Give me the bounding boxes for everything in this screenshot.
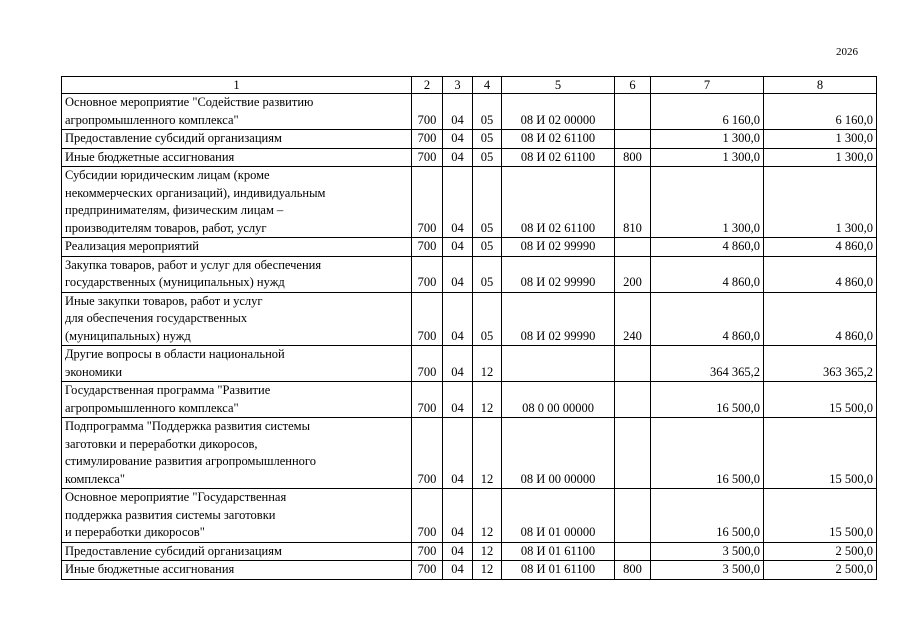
row-name-line: и переработки дикоросов"	[65, 525, 205, 539]
expense-type-cell	[615, 130, 651, 149]
amount-col-7-cell: 3 500,0	[651, 542, 764, 561]
row-name-line: производителям товаров, работ, услуг	[65, 220, 267, 235]
col-3-cell: 04	[443, 238, 473, 257]
expense-type-cell	[615, 489, 651, 543]
target-article-cell: 08 И 02 61100	[502, 167, 615, 238]
page-number: 2026	[836, 46, 858, 58]
expense-type-cell: 200	[615, 256, 651, 292]
col-4-cell: 05	[473, 238, 502, 257]
header-cell: 7	[651, 77, 764, 94]
header-row	[62, 77, 877, 94]
expense-type-cell	[615, 346, 651, 382]
table-row	[62, 256, 877, 292]
col-3-cell: 04	[443, 489, 473, 543]
row-name-line: Основное мероприятие "Содействие развитию	[65, 95, 314, 109]
expense-type-cell: 810	[615, 167, 651, 238]
row-name-cell	[62, 238, 412, 257]
col-4-cell: 05	[473, 292, 502, 346]
table-row	[62, 94, 877, 130]
row-name-line: Иные закупки товаров, работ и услуг	[65, 293, 263, 308]
col-3-cell: 04	[443, 256, 473, 292]
amount-col-8-cell: 4 860,0	[764, 238, 877, 257]
row-name-cell	[62, 148, 412, 167]
target-article-cell	[502, 346, 615, 382]
row-name-line: Реализация мероприятий	[65, 239, 199, 253]
row-name-cell	[62, 292, 412, 346]
col-3-cell: 04	[443, 148, 473, 167]
col-2-cell: 700	[412, 418, 443, 489]
amount-col-8-cell: 2 500,0	[764, 561, 877, 580]
target-article-cell: 08 И 01 61100	[502, 542, 615, 561]
target-article-cell: 08 И 00 00000	[502, 418, 615, 489]
row-name-line: Государственная программа "Развитие	[65, 383, 271, 397]
target-article-cell: 08 И 01 00000	[502, 489, 615, 543]
table-row	[62, 148, 877, 167]
amount-col-8-cell: 6 160,0	[764, 94, 877, 130]
amount-col-8-cell: 15 500,0	[764, 489, 877, 543]
target-article-cell: 08 И 02 00000	[502, 94, 615, 130]
table-row	[62, 346, 877, 382]
row-name-line: Подпрограмма "Поддержка развития системы	[65, 419, 310, 433]
col-3-cell: 04	[443, 542, 473, 561]
amount-col-7-cell: 1 300,0	[651, 167, 764, 238]
col-4-cell: 12	[473, 489, 502, 543]
expense-type-cell	[615, 418, 651, 489]
col-3-cell: 04	[443, 130, 473, 149]
col-3-cell: 04	[443, 167, 473, 238]
col-4-cell: 12	[473, 561, 502, 580]
target-article-cell: 08 И 02 61100	[502, 148, 615, 167]
amount-col-8-cell: 1 300,0	[764, 148, 877, 167]
row-name-line: комплекса"	[65, 471, 125, 486]
table-row	[62, 292, 877, 346]
row-name-line: Закупка товаров, работ и услуг для обеспечения	[65, 257, 322, 272]
amount-col-7-cell: 4 860,0	[651, 256, 764, 292]
header-cell: 8	[764, 77, 877, 94]
row-name-line: агропромышленного комплекса"	[65, 112, 239, 127]
col-2-cell: 700	[412, 167, 443, 238]
amount-col-7-cell: 16 500,0	[651, 489, 764, 543]
table-row	[62, 167, 877, 238]
col-4-cell: 05	[473, 94, 502, 130]
table-row	[62, 542, 877, 561]
col-4-cell: 12	[473, 542, 502, 561]
row-name-line: Основное мероприятие "Государственная	[65, 490, 287, 504]
col-4-cell: 05	[473, 256, 502, 292]
row-name-line: Иные бюджетные ассигнования	[65, 562, 235, 576]
row-name-line: Предоставление субсидий организациям	[65, 131, 282, 145]
col-2-cell: 700	[412, 130, 443, 149]
amount-col-8-cell: 1 300,0	[764, 130, 877, 149]
row-name-line: Другие вопросы в области национальной	[65, 347, 285, 361]
table-row	[62, 238, 877, 257]
target-article-cell: 08 0 00 00000	[502, 382, 615, 418]
target-article-cell: 08 И 01 61100	[502, 561, 615, 580]
table-row	[62, 130, 877, 149]
row-name-line: Предоставление субсидий организациям	[65, 543, 282, 558]
col-3-cell: 04	[443, 292, 473, 346]
amount-col-7-cell: 1 300,0	[651, 148, 764, 167]
col-4-cell: 12	[473, 418, 502, 489]
row-name-line: агропромышленного комплекса"	[65, 400, 239, 415]
header-cell: 4	[473, 77, 502, 94]
col-2-cell: 700	[412, 292, 443, 346]
row-name-cell	[62, 382, 412, 418]
table-row	[62, 561, 877, 580]
col-2-cell: 700	[412, 148, 443, 167]
row-name-cell	[62, 94, 412, 130]
row-name-line: некоммерческих организаций), индивидуальным	[65, 185, 326, 200]
target-article-cell: 08 И 02 99990	[502, 292, 615, 346]
col-2-cell: 700	[412, 561, 443, 580]
amount-col-7-cell: 364 365,2	[651, 346, 764, 382]
header-cell: 2	[412, 77, 443, 94]
amount-col-7-cell: 4 860,0	[651, 292, 764, 346]
amount-col-7-cell: 6 160,0	[651, 94, 764, 130]
col-3-cell: 04	[443, 94, 473, 130]
col-2-cell: 700	[412, 346, 443, 382]
amount-col-8-cell: 363 365,2	[764, 346, 877, 382]
row-name-line: для обеспечения государственных	[65, 311, 248, 325]
row-name-line: государственных (муниципальных) нужд	[65, 275, 285, 289]
amount-col-8-cell: 15 500,0	[764, 382, 877, 418]
header-cell: 3	[443, 77, 473, 94]
expense-type-cell: 240	[615, 292, 651, 346]
expense-type-cell	[615, 94, 651, 130]
col-2-cell: 700	[412, 256, 443, 292]
table-row	[62, 418, 877, 489]
row-name-line: заготовки и переработки дикоросов,	[65, 436, 258, 451]
row-name-cell	[62, 542, 412, 561]
col-4-cell: 05	[473, 148, 502, 167]
amount-col-7-cell: 4 860,0	[651, 238, 764, 257]
amount-col-8-cell: 2 500,0	[764, 542, 877, 561]
amount-col-8-cell: 4 860,0	[764, 256, 877, 292]
row-name-line: Иные бюджетные ассигнования	[65, 149, 235, 164]
amount-col-7-cell: 3 500,0	[651, 561, 764, 580]
col-4-cell: 05	[473, 130, 502, 149]
col-2-cell: 700	[412, 382, 443, 418]
col-3-cell: 04	[443, 418, 473, 489]
row-name-cell	[62, 561, 412, 580]
row-name-cell	[62, 418, 412, 489]
table-row	[62, 489, 877, 543]
col-3-cell: 04	[443, 346, 473, 382]
row-name-cell	[62, 130, 412, 149]
expense-type-cell	[615, 382, 651, 418]
table-row	[62, 382, 877, 418]
target-article-cell: 08 И 02 99990	[502, 238, 615, 257]
col-2-cell: 700	[412, 542, 443, 561]
col-4-cell: 12	[473, 382, 502, 418]
col-4-cell: 12	[473, 346, 502, 382]
col-2-cell: 700	[412, 238, 443, 257]
amount-col-8-cell: 15 500,0	[764, 418, 877, 489]
col-4-cell: 05	[473, 167, 502, 238]
amount-col-8-cell: 1 300,0	[764, 167, 877, 238]
row-name-line: поддержка развития системы заготовки	[65, 507, 276, 522]
col-2-cell: 700	[412, 94, 443, 130]
header-cell: 6	[615, 77, 651, 94]
expense-type-cell: 800	[615, 148, 651, 167]
row-name-line: Субсидии юридическим лицам (кроме	[65, 168, 270, 182]
row-name-cell	[62, 346, 412, 382]
target-article-cell: 08 И 02 61100	[502, 130, 615, 149]
row-name-line: предпринимателям, физическим лицам –	[65, 203, 284, 217]
col-3-cell: 04	[443, 561, 473, 580]
expense-type-cell: 800	[615, 561, 651, 580]
row-name-cell	[62, 256, 412, 292]
row-name-line: экономики	[65, 364, 123, 379]
header-cell: 5	[502, 77, 615, 94]
header-cell: 1	[62, 77, 412, 94]
budget-table	[61, 76, 877, 580]
amount-col-7-cell: 16 500,0	[651, 418, 764, 489]
col-2-cell: 700	[412, 489, 443, 543]
col-3-cell: 04	[443, 382, 473, 418]
amount-col-8-cell: 4 860,0	[764, 292, 877, 346]
row-name-line: (муниципальных) нужд	[65, 328, 191, 343]
target-article-cell: 08 И 02 99990	[502, 256, 615, 292]
row-name-line: стимулирование развития агропромышленного	[65, 454, 316, 468]
row-name-cell	[62, 167, 412, 238]
expense-type-cell	[615, 542, 651, 561]
expense-type-cell	[615, 238, 651, 257]
amount-col-7-cell: 16 500,0	[651, 382, 764, 418]
amount-col-7-cell: 1 300,0	[651, 130, 764, 149]
row-name-cell	[62, 489, 412, 543]
